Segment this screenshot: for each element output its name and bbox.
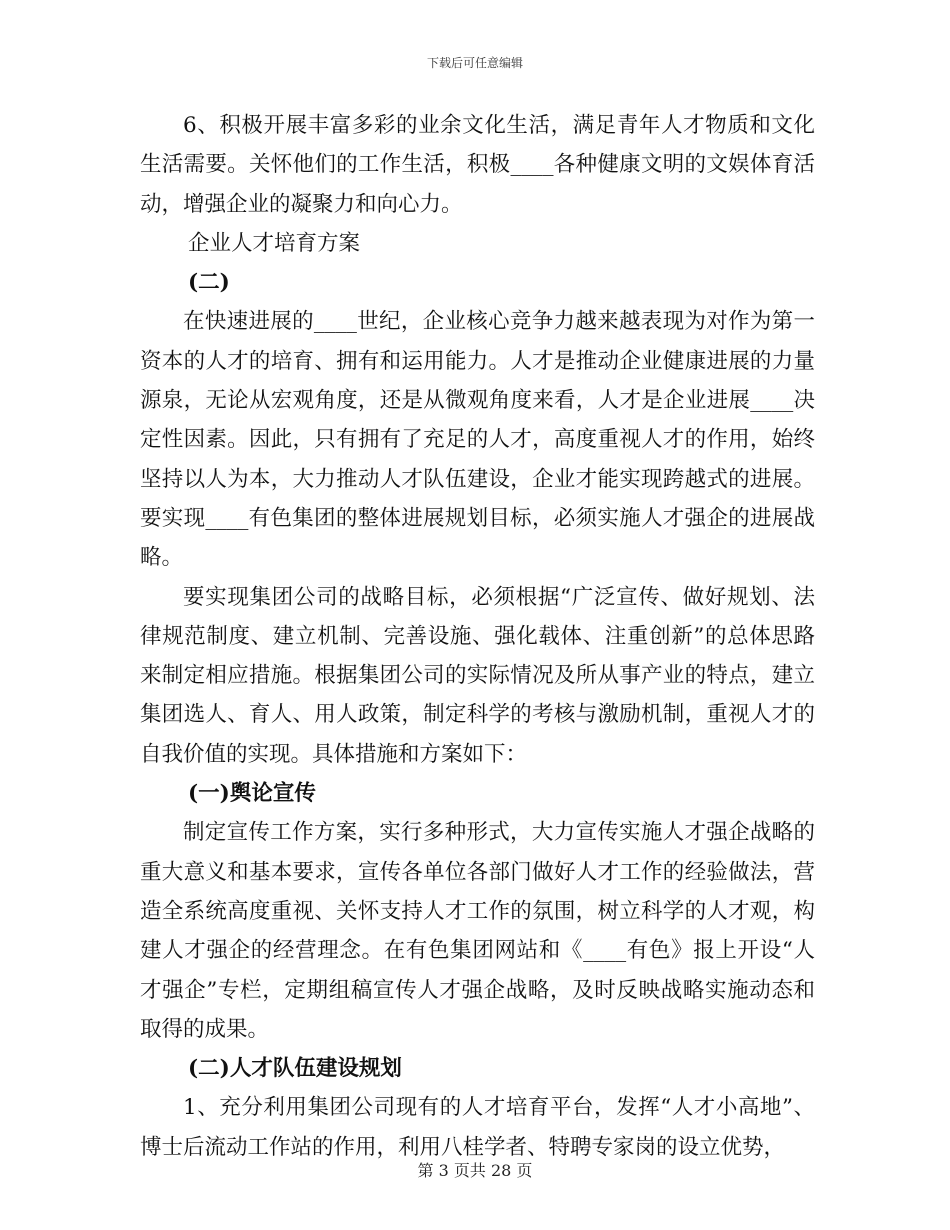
document-body bbox=[140, 106, 815, 1167]
section-title: 企业人才培育方案 bbox=[188, 230, 361, 256]
page-header: 下载后可任意编辑 bbox=[426, 56, 523, 70]
section-heading: (二) bbox=[188, 270, 230, 296]
paragraph: 制定宣传工作方案，实行多种形式，大力宣传实施人才强企战略的重大意义和基本要求，宣传各单位各部门做好人才工作的经验做法，营造全系统高度重视、关怀支持人才工作的氛围，树立科学的人才观，构建人才强企的经营理念。在有色集团网站和《____有色》报上开设“人才强企”专栏，定期组稿宣传人才强企战略，及时反映战略实施动态和取得的成果。 bbox=[140, 820, 815, 1042]
section-heading: (二)人才队伍建设规划 bbox=[188, 1056, 402, 1082]
paragraph: 6、积极开展丰富多彩的业余文化生活，满足青年人才物质和文化生活需要。关怀他们的工作生活，积极____各种健康文明的文娱体育活动，增强企业的凝聚力和向心力。 bbox=[140, 113, 815, 217]
paragraph: 在快速进展的____世纪，企业核心竞争力越来越表现为对作为第一资本的人才的培育、拥有和运用能力。人才是推动企业健康进展的力量源泉，无论从宏观角度，还是从微观角度来看，人才是企业进展____决定性因素。因此，只有拥有了充足的人才，高度重视人才的作用，始终坚持以人为本，大力推动人才队伍建设，企业才能实现跨越式的进展。要实现____有色集团的整体进展规划目标，必须实施人才强企的进展战略。 bbox=[140, 309, 815, 571]
section-heading: (一)舆论宣传 bbox=[188, 781, 316, 807]
page-footer: 第 3 页共 28 页 bbox=[417, 1161, 533, 1180]
paragraph: 1、充分利用集团公司现有的人才培育平台，发挥“人才小高地”、博士后流动工作站的作用，利用八桂学者、特聘专家岗的设立优势， bbox=[140, 1095, 815, 1160]
paragraph: 要实现集团公司的战略目标，必须根据“广泛宣传、做好规划、法律规范制度、建立机制、完善设施、强化载体、注重创新”的总体思路来制定相应措施。根据集团公司的实际情况及所从事产业的特点，建立集团选人、育人、用人政策，制定科学的考核与激励机制，重视人才的自我价值的实现。具体措施和方案如下： bbox=[140, 584, 815, 767]
